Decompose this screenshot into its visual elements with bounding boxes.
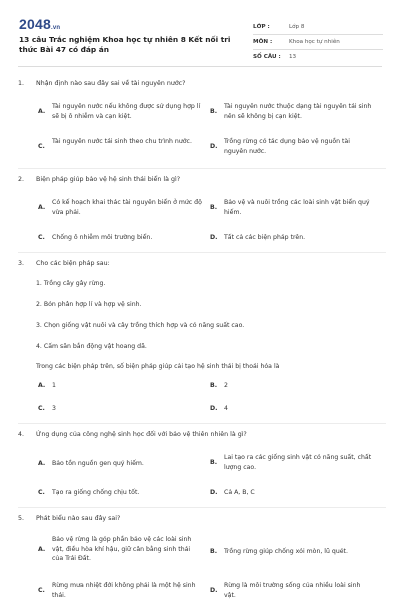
option-text: Tạo ra giống chống chịu tốt. — [52, 489, 140, 496]
meta-label: LỚP : — [253, 24, 270, 30]
option-text: Rừng là môi trường sống của nhiều loài sinh vật. — [224, 582, 361, 599]
header — [10, 8, 390, 66]
option-a[interactable] — [38, 535, 202, 564]
option-d[interactable] — [210, 404, 374, 414]
option-text: Lai tạo ra các giống sinh vật có năng suất, chất lượng cao. — [224, 454, 372, 471]
logo-suffix: .vn — [50, 25, 61, 31]
question-text: Phát biểu nào sau đây sai? — [36, 515, 121, 522]
option-c[interactable] — [38, 488, 202, 498]
option-letter: D. — [210, 405, 218, 412]
option-letter: C. — [38, 489, 45, 496]
option-text: Tất cả các biện pháp trên. — [224, 234, 306, 241]
option-text: Trồng rừng có tác dụng bảo vệ nguồn tài nguyên nước. — [224, 138, 350, 155]
option-letter: C. — [38, 405, 45, 412]
option-a[interactable] — [38, 456, 202, 469]
option-letter: C. — [38, 587, 45, 594]
question-stem — [18, 260, 110, 267]
question-number: 5. — [18, 515, 25, 522]
question-prompt: Trong các biện pháp trên, số biện pháp giúp cải tạo hệ sinh thái bị thoái hóa là — [36, 363, 280, 370]
meta-info — [253, 20, 383, 64]
option-text: Tài nguyên nước tái sinh theo chu trình nước. — [52, 138, 192, 145]
option-d[interactable] — [210, 137, 374, 156]
option-text: Bảo vệ rừng là góp phần bảo vệ các loài sinh vật, điều hòa khí hậu, giữ cân bằng sinh thái của Trái Đất. — [52, 536, 192, 562]
question-stem — [18, 176, 180, 183]
question-number: 2. — [18, 176, 25, 183]
option-d[interactable] — [210, 581, 374, 600]
option-letter: B. — [210, 382, 218, 389]
meta-label: MÔN : — [253, 39, 273, 45]
meta-value: 13 — [289, 54, 297, 60]
option-text: Có kế hoạch khai thác tài nguyên biển ở mức độ vừa phải. — [52, 199, 202, 216]
option-letter: B. — [210, 459, 218, 466]
meta-value: Lớp 8 — [289, 24, 305, 30]
option-letter: B. — [210, 204, 218, 211]
option-letter: D. — [210, 587, 218, 594]
question-text: Nhận định nào sau đây sai về tài nguyên nước? — [36, 80, 186, 87]
option-text: Trồng rừng giúp chống xói mòn, lũ quét. — [224, 548, 348, 555]
meta-label: SỐ CÂU : — [253, 54, 281, 60]
statement-4: 4. Cấm săn bắn động vật hoang dã. — [36, 343, 147, 350]
option-letter: D. — [210, 489, 218, 496]
question-number: 3. — [18, 260, 25, 267]
document-page — [10, 8, 390, 66]
option-b[interactable] — [210, 547, 374, 557]
option-b[interactable] — [210, 102, 374, 121]
option-b[interactable] — [210, 381, 374, 391]
meta-value: Khoa học tự nhiên — [289, 39, 340, 45]
statement-3: 3. Chọn giống vật nuôi và cây trồng thích hợp và có năng suất cao. — [36, 322, 245, 329]
option-text: 2 — [224, 382, 228, 389]
option-a[interactable] — [38, 198, 202, 217]
option-text: Chống ô nhiễm môi trường biển. — [52, 234, 153, 241]
logo-text: 2048 — [19, 16, 51, 32]
option-letter: A. — [38, 460, 46, 467]
question-number: 4. — [18, 431, 25, 438]
option-letter: B. — [210, 548, 218, 555]
option-letter: B. — [210, 108, 218, 115]
question-stem — [18, 515, 120, 522]
option-a[interactable] — [38, 381, 202, 391]
option-a[interactable] — [38, 102, 202, 121]
option-text: 1 — [52, 382, 56, 389]
question-divider — [18, 423, 386, 424]
option-c[interactable] — [38, 137, 202, 152]
option-d[interactable] — [210, 488, 374, 498]
option-text: 4 — [224, 405, 228, 412]
meta-count — [253, 50, 383, 64]
option-text: Bảo vệ và nuôi trồng các loài sinh vật biển quý hiếm. — [224, 199, 370, 216]
option-d[interactable] — [210, 233, 374, 243]
page-title: 13 câu Trắc nghiệm Khoa học tự nhiên 8 Kết nối tri thức Bài 47 có đáp án — [19, 35, 231, 54]
option-letter: D. — [210, 234, 218, 241]
meta-class — [253, 20, 383, 35]
site-logo[interactable] — [19, 16, 60, 32]
option-letter: C. — [38, 143, 45, 150]
option-letter: A. — [38, 382, 46, 389]
option-letter: C. — [38, 234, 45, 241]
question-text: Ứng dụng của công nghệ sinh học đối với bảo vệ thiên nhiên là gì? — [36, 431, 247, 438]
option-text: Rừng mưa nhiệt đới không phải là một hệ sinh thái. — [52, 582, 196, 599]
option-text: 3 — [52, 405, 56, 412]
question-text: Cho các biện pháp sau: — [36, 260, 110, 267]
question-stem — [18, 80, 185, 87]
option-c[interactable] — [38, 404, 202, 414]
question-divider — [18, 252, 386, 253]
question-divider — [18, 507, 386, 508]
meta-subject — [253, 35, 383, 50]
option-b[interactable] — [210, 453, 374, 472]
option-text: Cả A, B, C — [224, 489, 255, 496]
question-text: Biện pháp giúp bảo vệ hệ sinh thái biển là gì? — [36, 176, 181, 183]
question-number: 1. — [18, 80, 25, 87]
option-text: Bảo tồn nguồn gen quý hiếm. — [52, 460, 144, 467]
option-letter: A. — [38, 204, 46, 211]
statement-1: 1. Trồng cây gây rừng. — [36, 280, 106, 287]
statement-2: 2. Bón phân hợp lí và hợp vệ sinh. — [36, 301, 142, 308]
question-stem — [18, 431, 247, 438]
header-divider — [18, 66, 382, 67]
option-c[interactable] — [38, 233, 202, 243]
option-letter: A. — [38, 546, 46, 553]
option-letter: D. — [210, 143, 218, 150]
option-text: Tài nguyên nước thuộc dạng tài nguyên tái sinh nên sẽ không bị cạn kiệt. — [224, 103, 372, 120]
option-b[interactable] — [210, 198, 374, 217]
option-c[interactable] — [38, 581, 202, 600]
question-divider — [18, 168, 386, 169]
option-letter: A. — [38, 108, 46, 115]
option-text: Tài nguyên nước nếu không được sử dụng hợp lí sẽ bị ô nhiễm và cạn kiệt. — [52, 103, 201, 120]
